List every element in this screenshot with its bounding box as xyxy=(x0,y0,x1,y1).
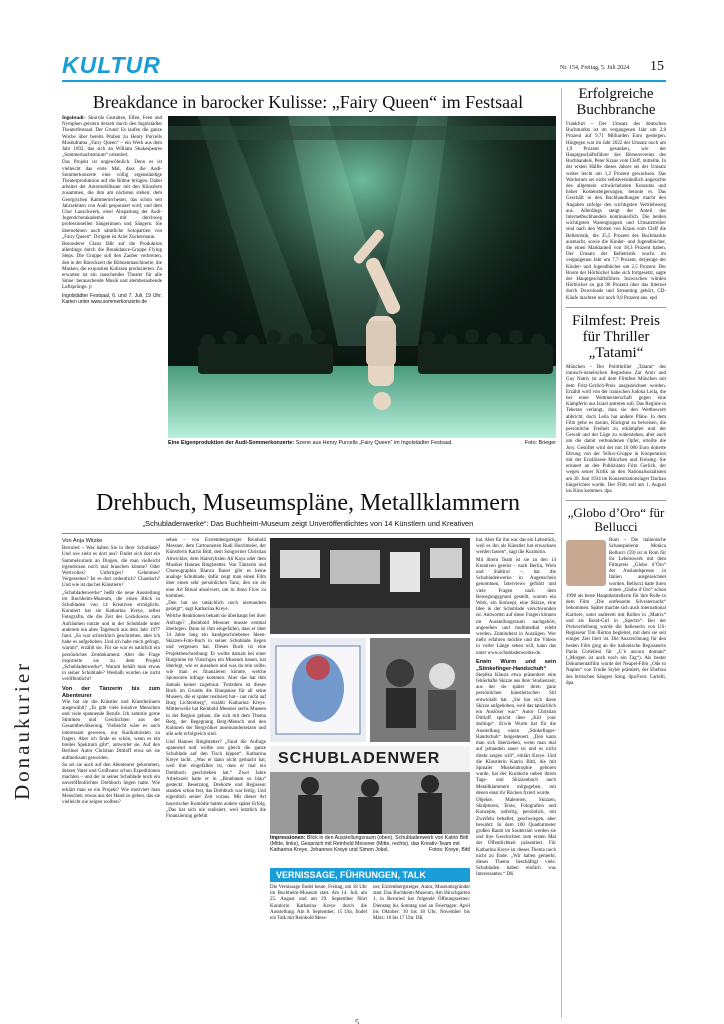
info-box-title: VERNISSAGE, FÜHRUNGEN, TALK xyxy=(270,868,470,882)
paragraph: Besonderer Glanz fällt auf die Produktion allerdings durch die Breakdance-Gruppe Flying Steps. Die Gruppe soll den Zauber verbreiten, den in der Barockzeit die Bühnenmaschinerie, die Masken, die exquisiten Kulissen produzierten. Zu erwarten ist ein rauschendes Theater für alle Sinne: berauschende Musik und atemberaubende Luftsprünge. jr xyxy=(62,242,162,291)
paragraph: So sei sie auch auf den Abenteurer gekommen, dessen Vater und Großvater schon Expeditionen machten – und der in seiner Schublade noch ein unveröffentlichtes Drehbuch liegen hatte. Wie erklärt man so ein Projekt? Wie motiviert man Menschen, etwas aus der Hand zu geben, das sie vielleicht nie zeigen wollten? xyxy=(62,762,160,805)
photo-credit: Fotos: Kreye, Bittl xyxy=(429,847,470,853)
header-rule xyxy=(62,80,666,82)
caption-text: Szene aus Henry Purcells „Fairy Queen“ im Ingolstädter Festsaal. xyxy=(295,440,453,446)
paragraph: Stephka Klaura etwa präsentiert eine fehlerhafte Skizze aus ihrer Studienzeit, aus der sie später ihren ganz persönlichen künstlerischen Stil entwickelt hat. „Sie hat sich diese Skizze aufgehoben, weil das tatsächlich ein Auslöser war.“ Autor Christian Dittloff spricht über „Kill your darlings“. Erwin Wurm hat für die Ausstellung einen „Stinkefinger-Handschuh“ beigesteuert. „Den kann man sich überziehen, wenn man mal auf jemanden sauer ist und es nicht direkt zeigen will“, erklärt Kreye. Und die Künstlerin Katrin Bittl, die mit Spinaler Muskelatrophie geboren wurde, hat der Kuratorin neben ihrem Tage- und Skizzenbuch auch Metallklammern mitgegeben, mit denen einst ihr Rücken fixiert wurde. xyxy=(476,672,556,796)
subhead: Erwin Wurm und sein „Stinkefinger-Handschuh“ xyxy=(476,658,556,672)
footer-page-number: 5 xyxy=(355,1018,359,1024)
stage-photo-illustration xyxy=(168,116,556,438)
subhead: Von der Tänzerin bis zum Abenteurer xyxy=(62,685,160,699)
section-title: KULTUR xyxy=(62,52,161,78)
article-breakdance-body xyxy=(62,116,162,306)
gallery-caption xyxy=(270,835,470,853)
divider xyxy=(566,307,666,308)
paragraph: sehen – von Extrembergsteiger Reinhold Messner, dem Cartoonisten Rudi Hurzlmeier, der Künstlerin Katrin Bittl, dem Songwriter Christian Altwickler, dem Hairstylisten Ali Kaya oder dem Musiker Hannes Ringlstetter. Von Tänzerin und Choreographin Bianca Bauer gibt es keine analoge Schublade, dafür zeigt man einen Film über einen sehr persönlichen Tanz, den sie als eine Art Ritual absolviert, um in ihren Flow zu kommen. xyxy=(166,538,266,599)
paragraph: Bernried – Was haben Sie in Ihrer Schublade? Und wie sieht es dort aus? Findet sich dort ein Sammelsurium an Dingen, die man vielleicht irgendwann noch mal brauchen könnte? Oder Wertvolles? Unfertiges? Geheimes? Vergessenes? Ist es dort ordentlich? Chaotisch? Und wie ist das bei Künstlern? xyxy=(62,546,160,589)
paragraph: „Schubladenwerke“ heißt die neue Ausstellung im Buchheim-Museum, die einen Blick in Schubladen von 14 Kreativen ermöglicht. Kuratiert hat sie Katharina Kreye, selbst Fotografin, die die Zeit des Lockdowns zum Aufräumen nutzte und in der Schublade unter anderem ein altes Tagebuch aus dem Jahr 1977 fand. „Es war schrecklich geschrieben, aber ich habe es aufgehoben. Und ich habe mich gefragt, warum“, erzählt sie. Für sie war es natürlich ein persönliches Zeitdokument. Aber die Frage inspirierte sie zu dem Projekt „Schubladenwerke“. Warum behält man etwas in seiner Schublade? Weshalb wurden sie nicht veröffentlicht? xyxy=(62,590,160,683)
side-label xyxy=(4,500,34,800)
portrait-photo xyxy=(566,540,606,586)
stage-photo xyxy=(168,116,556,438)
event-info: Ingolstädter Festsaal, 6. und 7. Juli, 19 Uhr. Karten unter www.sommerkonzerte.de xyxy=(62,292,162,305)
paragraph: – Skurrile Gestalten, Elfen, Feen und Nymphen geistern derzeit durch den Ingolstädter Theaterfestsaal. Der Grund: Es laufen die ganze Woche über bereits Proben zu Henry Purcells Musikdrama „Fairy Queen“ – ein Werk aus dem Jahr 1692, das sich an William Shakespeares „Sommernachtstraum“ orientiert. xyxy=(62,116,162,159)
paragraph: Welche Reaktionen bekam sie überhaupt bei ihrer Anfrage? „Reinhold Messner musste erstmal überlegen. Dann ist ihm eingefallen, dass er über 34 Jahre lang ein handgeschriebenes Ideen-Skizzen-Foto-Buch in seiner Schublade liegen und vergessen hat. Dieses Buch ist eine Projektbeschreibung: Er wollte damals bei einer Burgruine im Vinschgau ein Museum bauen, hat überlegt, wie es aussehen und was da rein sollte, wie man es finanzieren könnte, welche Sponsoren infrage kommen. Aber das hat ihm damals keiner zugetraut. Trotzdem ist dieses Buch im Grunde die Blaupause für all seine Museen, die er später realisiert hat – nur nicht auf Burg Lichtenberg“, erzählt Katharina Kreye. Mittlerweile hat Reinhold Messner sechs Museen in der Region gebaut, die sich mit dem Thema Berg, der Begegnung Berg-Mensch und den Kulturen der Bergvölker auseinandersetzen und alle sehr erfolgreich sind. xyxy=(166,614,266,738)
headline-drehbuch: Drehbuch, Museumspläne, Metallklammern xyxy=(96,490,520,516)
gallery-sign: SCHUBLADENWER xyxy=(278,750,441,767)
headline-filmfest: Filmfest: Preis für Thriller „Tatami“ xyxy=(572,312,660,361)
paragraph: Wie hat sie die Künstler und Künstlerinnen ausgewählt? „Es gibt viele kreative Menschen und viele spannende Berufe. Ich sammle gerne Stimmen und Geschichten aus der Gesamtbevölkerung. Vielleicht wäre es auch interessant gewesen, nur Karikaturisten zu fragen. Aber ich finde es schön, wenn es ein breites Spektrum gibt“, antwortet sie. Auf den Berliner Autor Christian Dittloff etwa sei sie aufmerksam geworden. xyxy=(62,699,160,761)
paragraph: hat. Aber für ihn war das ein Lehrstück, weil es ihn als Künstler hat erwachsen werden lassen“, sagt die Kuratorin. xyxy=(476,538,556,556)
paragraph: Mit ihrem Team ist sie zu den 14 Kreativen gereist – nach Berlin, Wien und Südtirol –, hat die Schubladenwerke in Augenschein genommen, Interviews geführt und viele Fragen nach dem Bewegungsgrund gestellt, warum ein Werk, ein Konzept, eine Skizze, eine Idee in der Schublade verschwunden ist. Antworten auf diese Fragen können im Ausstellungsraum nachgehört, angesehen und multimedial erlebt werden. Zuminderst in Auszügen. Wer mehr erfahren möchte und die Videos in voller Länge sehen will, kann das unter www.schubladenwerke.de. xyxy=(476,557,556,656)
article-buchbranche: Frankfurt – Der Umsatz des deutschen Buchmarkts ist im vergangenen Jahr um 2,8 Prozent auf 9,71 Milliarden Euro gestiegen. Hingegen war im Jahr 2022 der Umsatz noch um 1,9 Prozent gesunken, wie der Hauptgeschäftsführer des Börsenvereins des Buchhandels, Peter Kraus vom Cleff, mitteilte. In der ersten Hälfte dieses Jahres sei der Umsatz weiter leicht um 1,2 Prozent gewachsen. Das Wachstum sei nicht selbstverständlich angesichts des allgemein schwächelnden Konsums und hoher Kostensteigerungen, betonte er. Das Geschäft in den Buchhandlungen macht den Angaben zufolge den wichtigsten Vertriebsweg aus. Allerdings steigt der Anteil des Internetbuchhandels kontinuierlich. Die beiden wichtigsten Warengruppen und Umsatztreiber sind nach den Worten von Kraus vom Cleff die Belletristik, die 35,5 Prozent des Buchmarkts ausmacht, sowie die Kinder- und Jugendbücher, die einen Marktanteil von 18,3 Prozent haben. Der Umsatz der Belletristik wuchs im vergangenen Jahr um 7,7 Prozent, derjenige der Kinder- und Jugendbücher um 2,5 Prozent. Der Boom der Hörbücher habe sich fortgesetzt, sagte der Hauptgeschäftsführer. Inzwischen würden Hörbücher zu gut 90 Prozent über das Internet durch Downloads und Streaming gehört, CD-Käufe machten nur noch 9,8 Prozent aus. epd xyxy=(566,122,666,301)
headline-breakdance: Breakdance in barocker Kulisse: „Fairy Queen“ im Festsaal xyxy=(92,92,524,112)
paragraph: Und Hannes Ringlstetter? „Fand die Anfrage spannend und wollte uns gleich die ganze Schublade auf den Tisch kippen“. Katharina Kreye lacht. „Was er dann nicht gemacht hat, weil ihm eingefallen ist, dass er mal ein Drehbuch geschrieben hat.“ Zwei Jahre Arbeitszeit hatte er in „Binnbaum so blau“ gesteckt. Besetzung, Drehorte und Regisseur standen schon fest, das Drehbuch war fertig. Und eigentlich seiner Zeit voraus. Mit dieser Art bayerischer Komödie hatten andere später Erfolg. „Das hat sich nie realisiert, weil letztlich die Finanzierung gefehlt xyxy=(166,739,266,819)
dateline: Ingolstadt xyxy=(62,116,84,121)
article-column-2 xyxy=(166,538,266,821)
info-box xyxy=(270,868,470,922)
page-number: 15 xyxy=(650,59,664,74)
column-separator xyxy=(561,88,562,1018)
article-column-3 xyxy=(476,538,556,880)
headline-buchbranche: Erfolgreiche Buchbranche xyxy=(576,86,656,118)
right-column xyxy=(566,86,666,687)
caption-text: Blick in den Ausstellungsraum (oben), Schubladenwerk von Katrin Bittl (Mitte, links), Gespräch mit Reinhold Messner (Mitte, rechts), das Kreativ-Team mit Katharina Kreye, Johannes Kreye und Simon Jokel, xyxy=(270,835,469,853)
byline: Von Anja Witzke xyxy=(62,538,103,544)
paragraph: Objekte, Malereien, Skizzen, Skulpturen, Texte, Fotografien und Konzepte, unfertig, persönlich, mit Zweifeln behaftet, geschwiegen, aber bewahrt: In dem 100 Quadratmeter großen Raum im Souterrain werden sie und ihre Geschichten zum ersten Mal der Öffentlichkeit präsentiert. Für Katharina Kreye ist dieses Thema noch nicht zu Ende. „Wir haben gemerkt, dieses Thema beschäftigt viele. Schubladen haben einfach was Interessantes.“ DK xyxy=(476,797,556,878)
caption-lead: Impressionen: xyxy=(270,835,306,841)
photo-caption xyxy=(168,440,556,446)
photo-credit: Foto: Brieger xyxy=(524,440,556,446)
info-text-1: Die Vernissage findet heute, Freitag, um 18 Uhr im Buchheim-Museum statt. Am 14. Juli, am 25. August und am 29. September führt Kuratorin Katharina Kreye durch die Ausstellung. Am 8. September, 15 Uhr, findet ein Talk mit Reinhold Mess- xyxy=(270,885,367,922)
issue-info: Nr. 154, Freitag, 5. Juli 2024 xyxy=(560,65,630,71)
caption-lead: Eine Eigenproduktion der Audi-Sommerkonzerte: xyxy=(168,440,295,446)
info-text-2: ner, Extrembergsteiger, Autor, Museumsgründer statt. Das Buchheim Museum, Am Hirschgarten 1, in Bernried hat folgende Öffnungszeiten: Dienstag bis Sonntag und an Feiertagen: April bis Oktober: 10 bis 18 Uhr, November bis März: 10 bis 17 Uhr. DK xyxy=(373,885,470,922)
divider xyxy=(62,533,554,534)
gallery-illustration xyxy=(270,538,470,834)
subheadline: „Schubladenwerke“: Das Buchheim-Museum zeigt Unveröffentlichtes von 14 Künstlern und Kreativen xyxy=(142,519,474,528)
paragraph: Das Projekt ist ungewöhnlich. Denn es ist vielleicht das erste Mal, dass die Audi-Sommerkonzerte eine völlig eigenständige Theaterproduktion auf die Bühne bringen. Dabei arbeitet der Automobilbauer mit den Künstlern zusammen, die ihm am nächsten stehen: dem Georgischen Kammerorchester, das schon seit Jahrzehnten von Audi gesponsert wird; und dem Chor Lauschwerk, einer Abspaltung der Audi-Jugendchorakademie mit durchweg professionellen Sängerinnen und Sängern. Sie übernehmen auch sämtliche Solopartien von „Fairy Queen“. Dirigent ist Ariel Zuckermann. xyxy=(62,160,162,240)
article-filmfest: München – Der Politthriller „Tatami“ des iranisch-israelischen Regieduos Zar Amir und Guy Nattiv ist auf dem Filmfest München mit dem Fritz-Gerlich-Preis ausgezeichnet worden. Erzählt wird von der iranischen Judoka Leila, die bei einer Weltmeisterschaft gegen eine Kämpferin aus Israel antreten soll. Das Regime in Teheran verlangt, dass sie den Wettbewerb abbricht, doch Leila hat andere Pläne. In dem Film gehe es darum, Rückgrat zu beweisen, die persönliche Freiheit zu erkämpfen und der Gewalt und der Lüge zu widerstehen, aber auch um die damit verbundenen Opfer, urteilte die Jury. Gestiftet wird der mit 10 000 Euro dotierte Ehrung von der Tellux-Gruppe in Kooperation mit der Erzdiözese München und Freising. Sie erinnert an den Publizisten Fritz Gerlich, der wegen seiner Kritik an den Nationalsozialisten am 30. Juni 1934 im Konzentrationslager Dachau hingerichtet wurde. Der Film soll am 1. August ins Kino kommen. dpa xyxy=(566,364,666,494)
article-column-1 xyxy=(62,538,160,807)
paragraph: „Den hat sie tatsächlich noch niemandem gezeigt“, sagt Katharina Kreye. xyxy=(166,601,266,613)
divider xyxy=(566,500,666,501)
gallery-photos xyxy=(270,538,470,834)
article-globo: Rom – Die italienische Schauspielerin Monica Bellucci (59) ist in Rom für ihr Lebenswerk mit dem Filmpreis „Globo d’Oro“ der Auslandspresse in Italien ausgezeichnet worden. Bellucci hatte ihren ersten „Globo d’Oro“ schon 1998 als beste Hauptdarstellerin für ihre Rolle in dem Film „Die entfesselte Silvesternacht“ bekommen. Später machte sich auch international Karriere, unter anderem mit Rollen in „Matrix“ und als Bond-Girl in „Spectre“. Bei der Preisverleihung wurde die Italienerin von US-Regisseur Tim Burton begleitet, mit dem sie seit einiger Zeit liiert ist. Die Auszeichnung für den besten Film ging an die italienische Regisseurin Paola Cortellesi für „C’è ancora domani“ („Morgen ist auch noch ein Tag“). Als bester Dokumentarfilm wurde der Neapel-Film „Ode to Naples“ von Trudie Styler prämiert, der Ehefrau des britischen Sängers Sting. dpa/Foto: Cartelli, dpa xyxy=(566,538,666,686)
headline-globo: „Globo d’Oro“ für Bellucci xyxy=(567,505,665,535)
newspaper-name: Donaukurier xyxy=(10,660,34,800)
